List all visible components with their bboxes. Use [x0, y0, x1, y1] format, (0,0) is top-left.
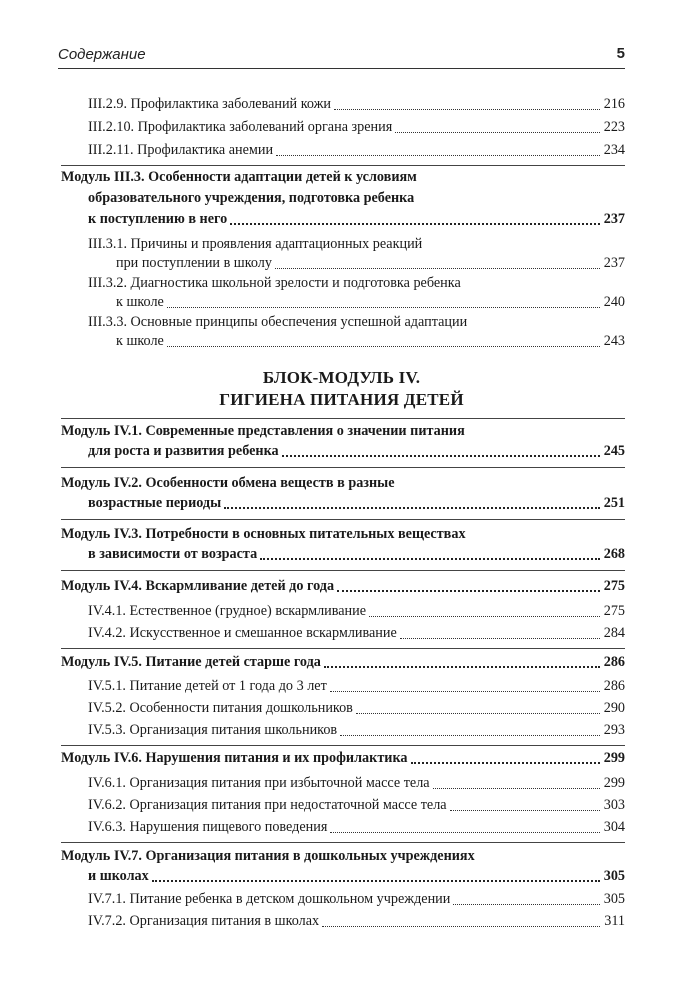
- dot-leader: [411, 762, 600, 764]
- toc-entry-label: IV.4.1. Естественное (грудное) вскармливание: [88, 603, 367, 619]
- page-number: 5: [616, 45, 625, 62]
- toc-entry-page: 234: [603, 142, 625, 158]
- toc-entry: [88, 795, 625, 815]
- section-divider: [61, 570, 625, 571]
- dot-leader: [324, 666, 600, 668]
- module-heading: Модуль IV.7. Организация питания в дошкольных учреждениях: [61, 848, 475, 864]
- dot-leader: [152, 880, 600, 882]
- module-page: 275: [603, 578, 625, 594]
- section-divider: [61, 467, 625, 468]
- module-page: 299: [603, 750, 625, 766]
- module-heading-label: возрастные периоды: [88, 495, 222, 511]
- toc-entry-label: III.3.1. Причины и проявления адаптационных реакций: [88, 236, 423, 252]
- toc-entry: [88, 94, 625, 114]
- dot-leader: [167, 346, 600, 347]
- toc-entry-label: IV.5.1. Питание детей от 1 года до 3 лет: [88, 678, 327, 694]
- section-divider: [61, 842, 625, 843]
- dot-leader: [276, 155, 600, 156]
- dot-leader: [450, 810, 600, 811]
- toc-entry-label: IV.7.1. Питание ребенка в детском дошкольном учреждении: [88, 891, 451, 907]
- dot-leader: [275, 268, 600, 269]
- toc-entry-page: 223: [603, 119, 625, 135]
- toc-entry-label: III.3.3. Основные принципы обеспечения успешной адаптации: [88, 314, 468, 330]
- section-divider: [61, 418, 625, 419]
- toc-entry-page: 290: [603, 700, 625, 716]
- module-heading-last: [88, 441, 625, 461]
- dot-leader: [167, 307, 600, 308]
- toc-entry-page: 293: [603, 722, 625, 738]
- toc-entry: [88, 601, 625, 621]
- module-heading-label: Модуль IV.6. Нарушения питания и их профилактика: [61, 750, 408, 766]
- toc-entry-label: III.3.2. Диагностика школьной зрелости и подготовка ребенка: [88, 275, 461, 291]
- toc-entry-label: III.2.10. Профилактика заболеваний органа зрения: [88, 119, 393, 135]
- dot-leader: [230, 223, 600, 225]
- module-heading: Модуль IV.3. Потребности в основных питательных веществах: [61, 526, 466, 542]
- module-page: 268: [603, 546, 625, 562]
- module-heading: [61, 652, 625, 672]
- toc-entry: [116, 331, 625, 351]
- toc-entry-label: IV.6.3. Нарушения пищевого поведения: [88, 819, 328, 835]
- dot-leader: [260, 558, 600, 560]
- toc-entry-label-cont: к школе: [116, 294, 164, 310]
- toc-entry-label: IV.7.2. Организация питания в школах: [88, 913, 320, 929]
- module-heading-last: [88, 493, 625, 513]
- toc-entry: [88, 698, 625, 718]
- section-divider: [61, 648, 625, 649]
- module-heading-last: [88, 209, 625, 229]
- toc-entry: [88, 889, 625, 909]
- toc-entry: [88, 817, 625, 837]
- module-heading-label: в зависимости от возраста: [88, 546, 258, 562]
- toc-entry-label: IV.5.3. Организация питания школьников: [88, 722, 338, 738]
- module-heading: Модуль III.3. Особенности адаптации детей к условиям: [61, 169, 417, 185]
- dot-leader: [282, 455, 600, 457]
- module-heading-label: к поступлению в него: [88, 211, 228, 227]
- module-heading-label: для роста и развития ребенка: [88, 443, 279, 459]
- dot-leader: [356, 713, 600, 714]
- module-page: 305: [603, 868, 625, 884]
- running-header-title: Содержание: [58, 46, 146, 63]
- toc-entry: [88, 720, 625, 740]
- dot-leader: [322, 926, 600, 927]
- block-title: БЛОК-МОДУЛЬ IV.: [262, 368, 421, 387]
- module-heading-last: [88, 866, 625, 886]
- dot-leader: [433, 788, 600, 789]
- dot-leader: [369, 616, 600, 617]
- toc-entry: [88, 773, 625, 793]
- toc-entry: [88, 140, 625, 160]
- toc-entry-label: IV.4.2. Искусственное и смешанное вскармливание: [88, 625, 397, 641]
- module-heading: [61, 576, 625, 596]
- toc-entry-page: 240: [603, 294, 625, 310]
- toc-entry-label: III.2.11. Профилактика анемии: [88, 142, 274, 158]
- dot-leader: [400, 638, 600, 639]
- toc-entry-label-cont: к школе: [116, 333, 164, 349]
- toc-entry-page: 275: [603, 603, 625, 619]
- toc-entry-page: 286: [603, 678, 625, 694]
- toc-entry-label-cont: при поступлении в школу: [116, 255, 272, 271]
- toc-entry-page: 304: [603, 819, 625, 835]
- toc-entry-label: IV.6.1. Организация питания при избыточной массе тела: [88, 775, 430, 791]
- module-page: 251: [603, 495, 625, 511]
- toc-entry: [116, 253, 625, 273]
- module-heading: Модуль IV.2. Особенности обмена веществ в разные: [61, 475, 395, 491]
- module-heading-last: [88, 544, 625, 564]
- toc-entry-page: 284: [603, 625, 625, 641]
- toc-entry-page: 216: [603, 96, 625, 112]
- dot-leader: [330, 832, 599, 833]
- toc-entry: [88, 117, 625, 137]
- module-heading: Модуль IV.1. Современные представления о значении питания: [61, 423, 465, 439]
- module-heading: [61, 748, 625, 768]
- toc-entry: [116, 292, 625, 312]
- module-heading-label: Модуль IV.4. Вскармливание детей до года: [61, 578, 335, 594]
- dot-leader: [453, 904, 599, 905]
- section-divider: [61, 745, 625, 746]
- running-header: [58, 42, 625, 69]
- toc-entry-label: IV.6.2. Организация питания при недостаточной массе тела: [88, 797, 447, 813]
- toc-entry-page: 243: [603, 333, 625, 349]
- dot-leader: [340, 735, 600, 736]
- section-divider: [61, 165, 625, 166]
- module-heading-label: и школах: [88, 868, 149, 884]
- module-page: 245: [603, 443, 625, 459]
- dot-leader: [334, 109, 600, 110]
- block-subtitle: ГИГИЕНА ПИТАНИЯ ДЕТЕЙ: [219, 390, 464, 409]
- toc-entry-page: 299: [603, 775, 625, 791]
- toc-entry-page: 303: [603, 797, 625, 813]
- module-heading-label: Модуль IV.5. Питание детей старше года: [61, 654, 321, 670]
- toc-entry-page: 305: [603, 891, 625, 907]
- module-page: 237: [603, 211, 625, 227]
- toc-entry-page: 237: [603, 255, 625, 271]
- dot-leader: [330, 691, 600, 692]
- dot-leader: [337, 590, 600, 592]
- dot-leader: [395, 132, 599, 133]
- toc-entry-label: IV.5.2. Особенности питания дошкольников: [88, 700, 353, 716]
- toc-entry: [88, 623, 625, 643]
- dot-leader: [224, 507, 600, 509]
- toc-entry-label: III.2.9. Профилактика заболеваний кожи: [88, 96, 332, 112]
- toc-entry-page: 311: [604, 913, 625, 929]
- section-divider: [61, 519, 625, 520]
- toc-entry: [88, 676, 625, 696]
- toc-entry: [88, 911, 625, 931]
- module-heading-cont: образовательного учреждения, подготовка ребенка: [88, 190, 415, 206]
- module-page: 286: [603, 654, 625, 670]
